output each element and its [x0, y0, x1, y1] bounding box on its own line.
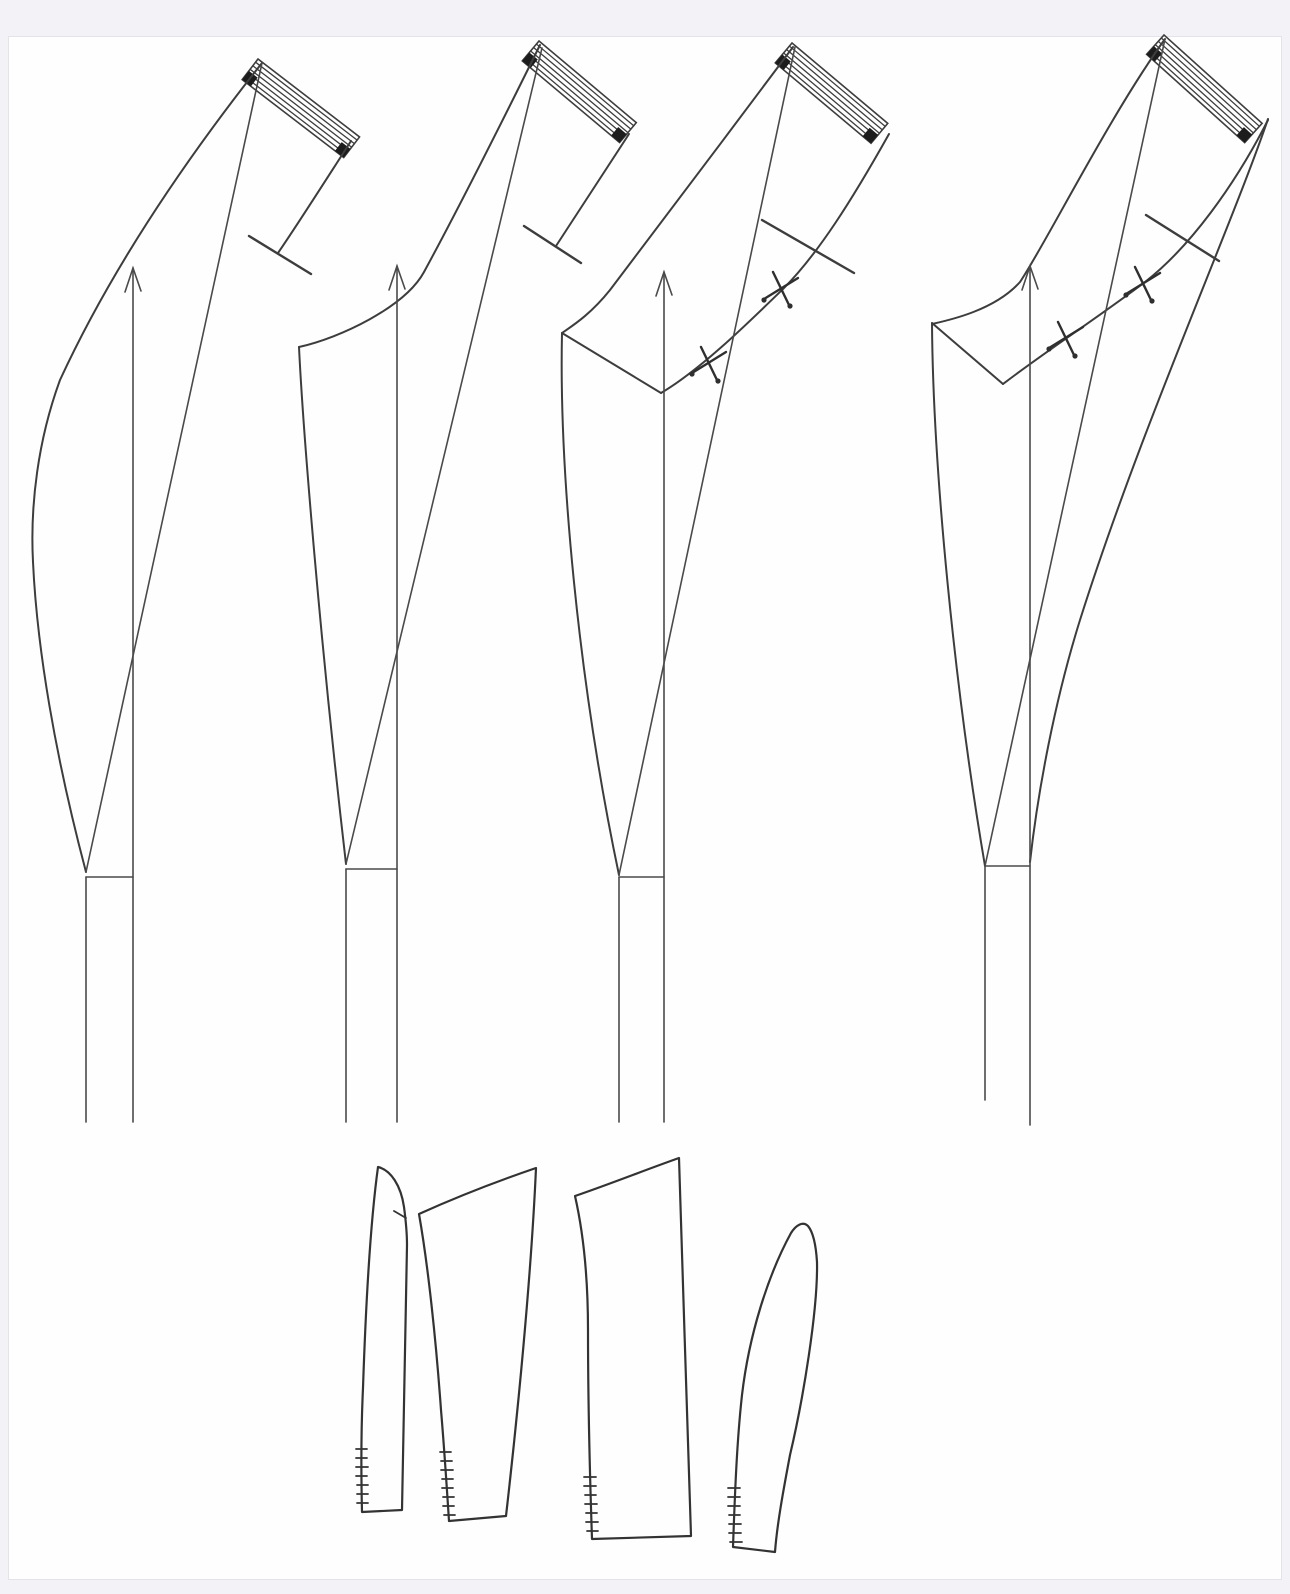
cut-x-mark: [689, 347, 726, 384]
pattern-piece-shawl-collar: [32, 59, 359, 1122]
front-edge: [562, 333, 619, 875]
break-line: [86, 63, 262, 872]
balance-tick: [762, 220, 854, 273]
seam-notches: [728, 1488, 742, 1542]
under-collar-4: [733, 1224, 817, 1552]
balance-tick: [249, 236, 311, 274]
neckline-curve: [661, 134, 889, 393]
pattern-piece-blazer-collar: [562, 43, 889, 1122]
balance-tick: [524, 226, 581, 263]
under-collar-2: [419, 1168, 536, 1521]
under-collar-pieces: [356, 1158, 817, 1552]
fold-band: [1147, 35, 1262, 143]
lapel-outer-edge: [932, 39, 1165, 324]
gorge-notch: [932, 323, 1003, 384]
lapel-outer-edge: [299, 45, 540, 347]
under-collar-1: [361, 1167, 407, 1512]
gorge-notch: [562, 333, 661, 393]
collar-outer-edge: [1030, 119, 1268, 862]
break-line: [346, 48, 542, 864]
seam-notches: [584, 1477, 598, 1531]
neckline-curve: [1003, 120, 1268, 384]
lapel-outer-edge: [32, 63, 262, 872]
pattern-piece-american-collar: [299, 41, 636, 1122]
front-edge: [932, 323, 985, 866]
cut-x-mark: [1123, 267, 1160, 304]
pattern-piece-english-collar: [932, 35, 1268, 1125]
front-edge: [299, 347, 346, 864]
cut-x-mark: [761, 272, 798, 309]
neckline-curve: [278, 141, 351, 253]
under-collar-3: [575, 1158, 691, 1539]
neckline-curve: [556, 134, 629, 246]
seam-notches: [356, 1449, 368, 1503]
break-line: [619, 47, 795, 875]
balance-tick: [1146, 215, 1219, 261]
